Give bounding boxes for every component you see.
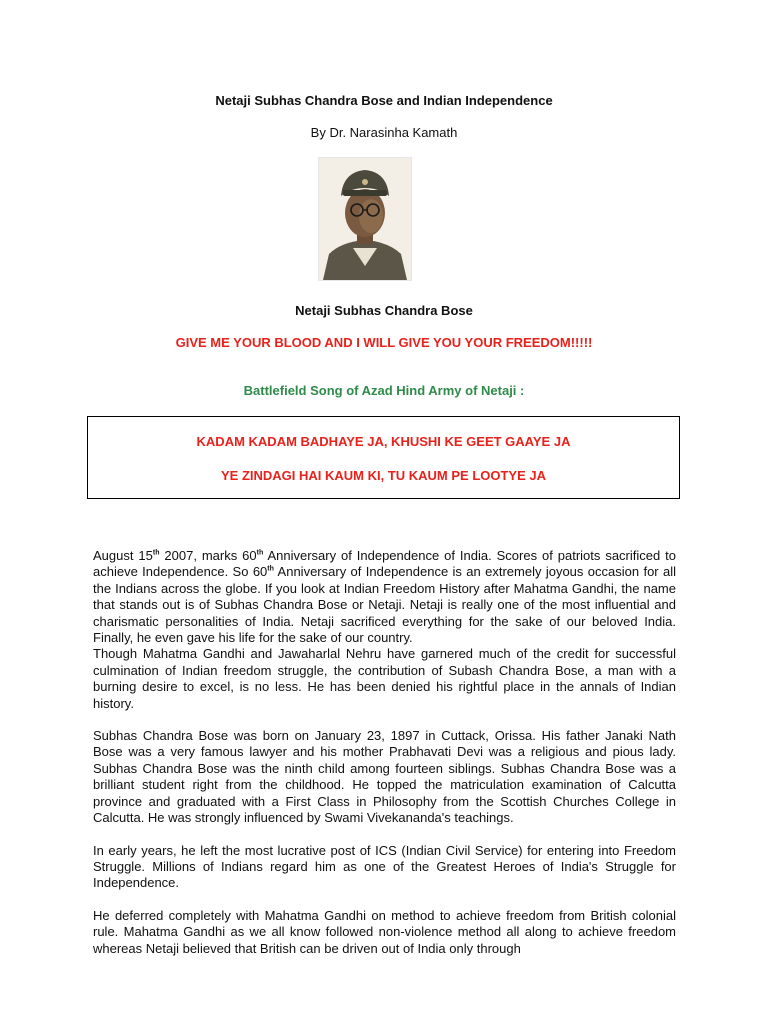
- paragraph: He deferred completely with Mahatma Gandhi on method to achieve freedom from British colonial rule. Mahatma Gandhi as we all know followed non-violence method all along to achieve freedom whereas Netaji believed that British can be driven out of India only through: [93, 907, 676, 956]
- song-box: [87, 416, 680, 499]
- photo-caption: Netaji Subhas Chandra Bose: [295, 303, 473, 318]
- paragraph: Subhas Chandra Bose was born on January 23, 1897 in Cuttack, Orissa. His father Janaki Nath Bose was a very famous lawyer and his mother Prabhavati Devi was a religious and pious lady. Subhas Chandra Bose was the ninth child among fourteen siblings. Subhas Chandra Bose was a brilliant student right from the childhood. He topped the matriculation examination of Calcutta province and graduated with a First Class in Philosophy from the Scottish Churches College in Calcutta. He was strongly influenced by Swami Vivekananda's teachings.: [93, 728, 676, 826]
- text-span: August 15: [93, 548, 153, 563]
- slogan: GIVE ME YOUR BLOOD AND I WILL GIVE YOU YOUR FREEDOM!!!!!: [175, 335, 593, 350]
- superscript: th: [256, 549, 264, 557]
- text-span: 2007, marks 60: [159, 548, 257, 563]
- author-byline: By Dr. Narasinha Kamath: [310, 125, 458, 140]
- text-span: Anniversary of Independence is an extremely joyous occasion for all the Indians across the globe. If you look at Indian Freedom History after Mahatma Gandhi, the name that stands out is of Subhas Chandra Bose or Netaji. Netaji is really one of the most influential and charismatic personalities of India. Netaji sacrificed everything for the sake of our beloved India. Finally, he even gave his life for the sake of our country.: [93, 564, 676, 646]
- portrait-illustration: [319, 158, 411, 280]
- body-text: [93, 548, 676, 957]
- document-title: Netaji Subhas Chandra Bose and Indian Independence: [215, 93, 553, 108]
- paragraph: [93, 548, 676, 646]
- song-line: YE ZINDAGI HAI KAUM KI, TU KAUM PE LOOTYE JA: [220, 468, 546, 483]
- superscript: th: [152, 549, 160, 557]
- portrait-photo: [318, 157, 412, 281]
- text-span: Anniversary of Independence of India. Scores of patriots sacrificed to achieve Independence. So 60: [93, 548, 676, 580]
- superscript: th: [267, 566, 274, 574]
- paragraph: Though Mahatma Gandhi and Jawaharlal Nehru have garnered much of the credit for successful culmination of Indian freedom struggle, the contribution of Subash Chandra Bose, a man with a burning desire to excel, is no less. He has been denied his rightful place in the annals of Indian history.: [93, 646, 676, 711]
- song-title: Battlefield Song of Azad Hind Army of Netaji :: [243, 383, 525, 398]
- song-line: KADAM KADAM BADHAYE JA, KHUSHI KE GEET GAAYE JA: [196, 434, 571, 449]
- paragraph: In early years, he left the most lucrative post of ICS (Indian Civil Service) for entering into Freedom Struggle. Millions of Indians regard him as one of the Greatest Heroes of India's Struggle for Independence.: [93, 842, 676, 891]
